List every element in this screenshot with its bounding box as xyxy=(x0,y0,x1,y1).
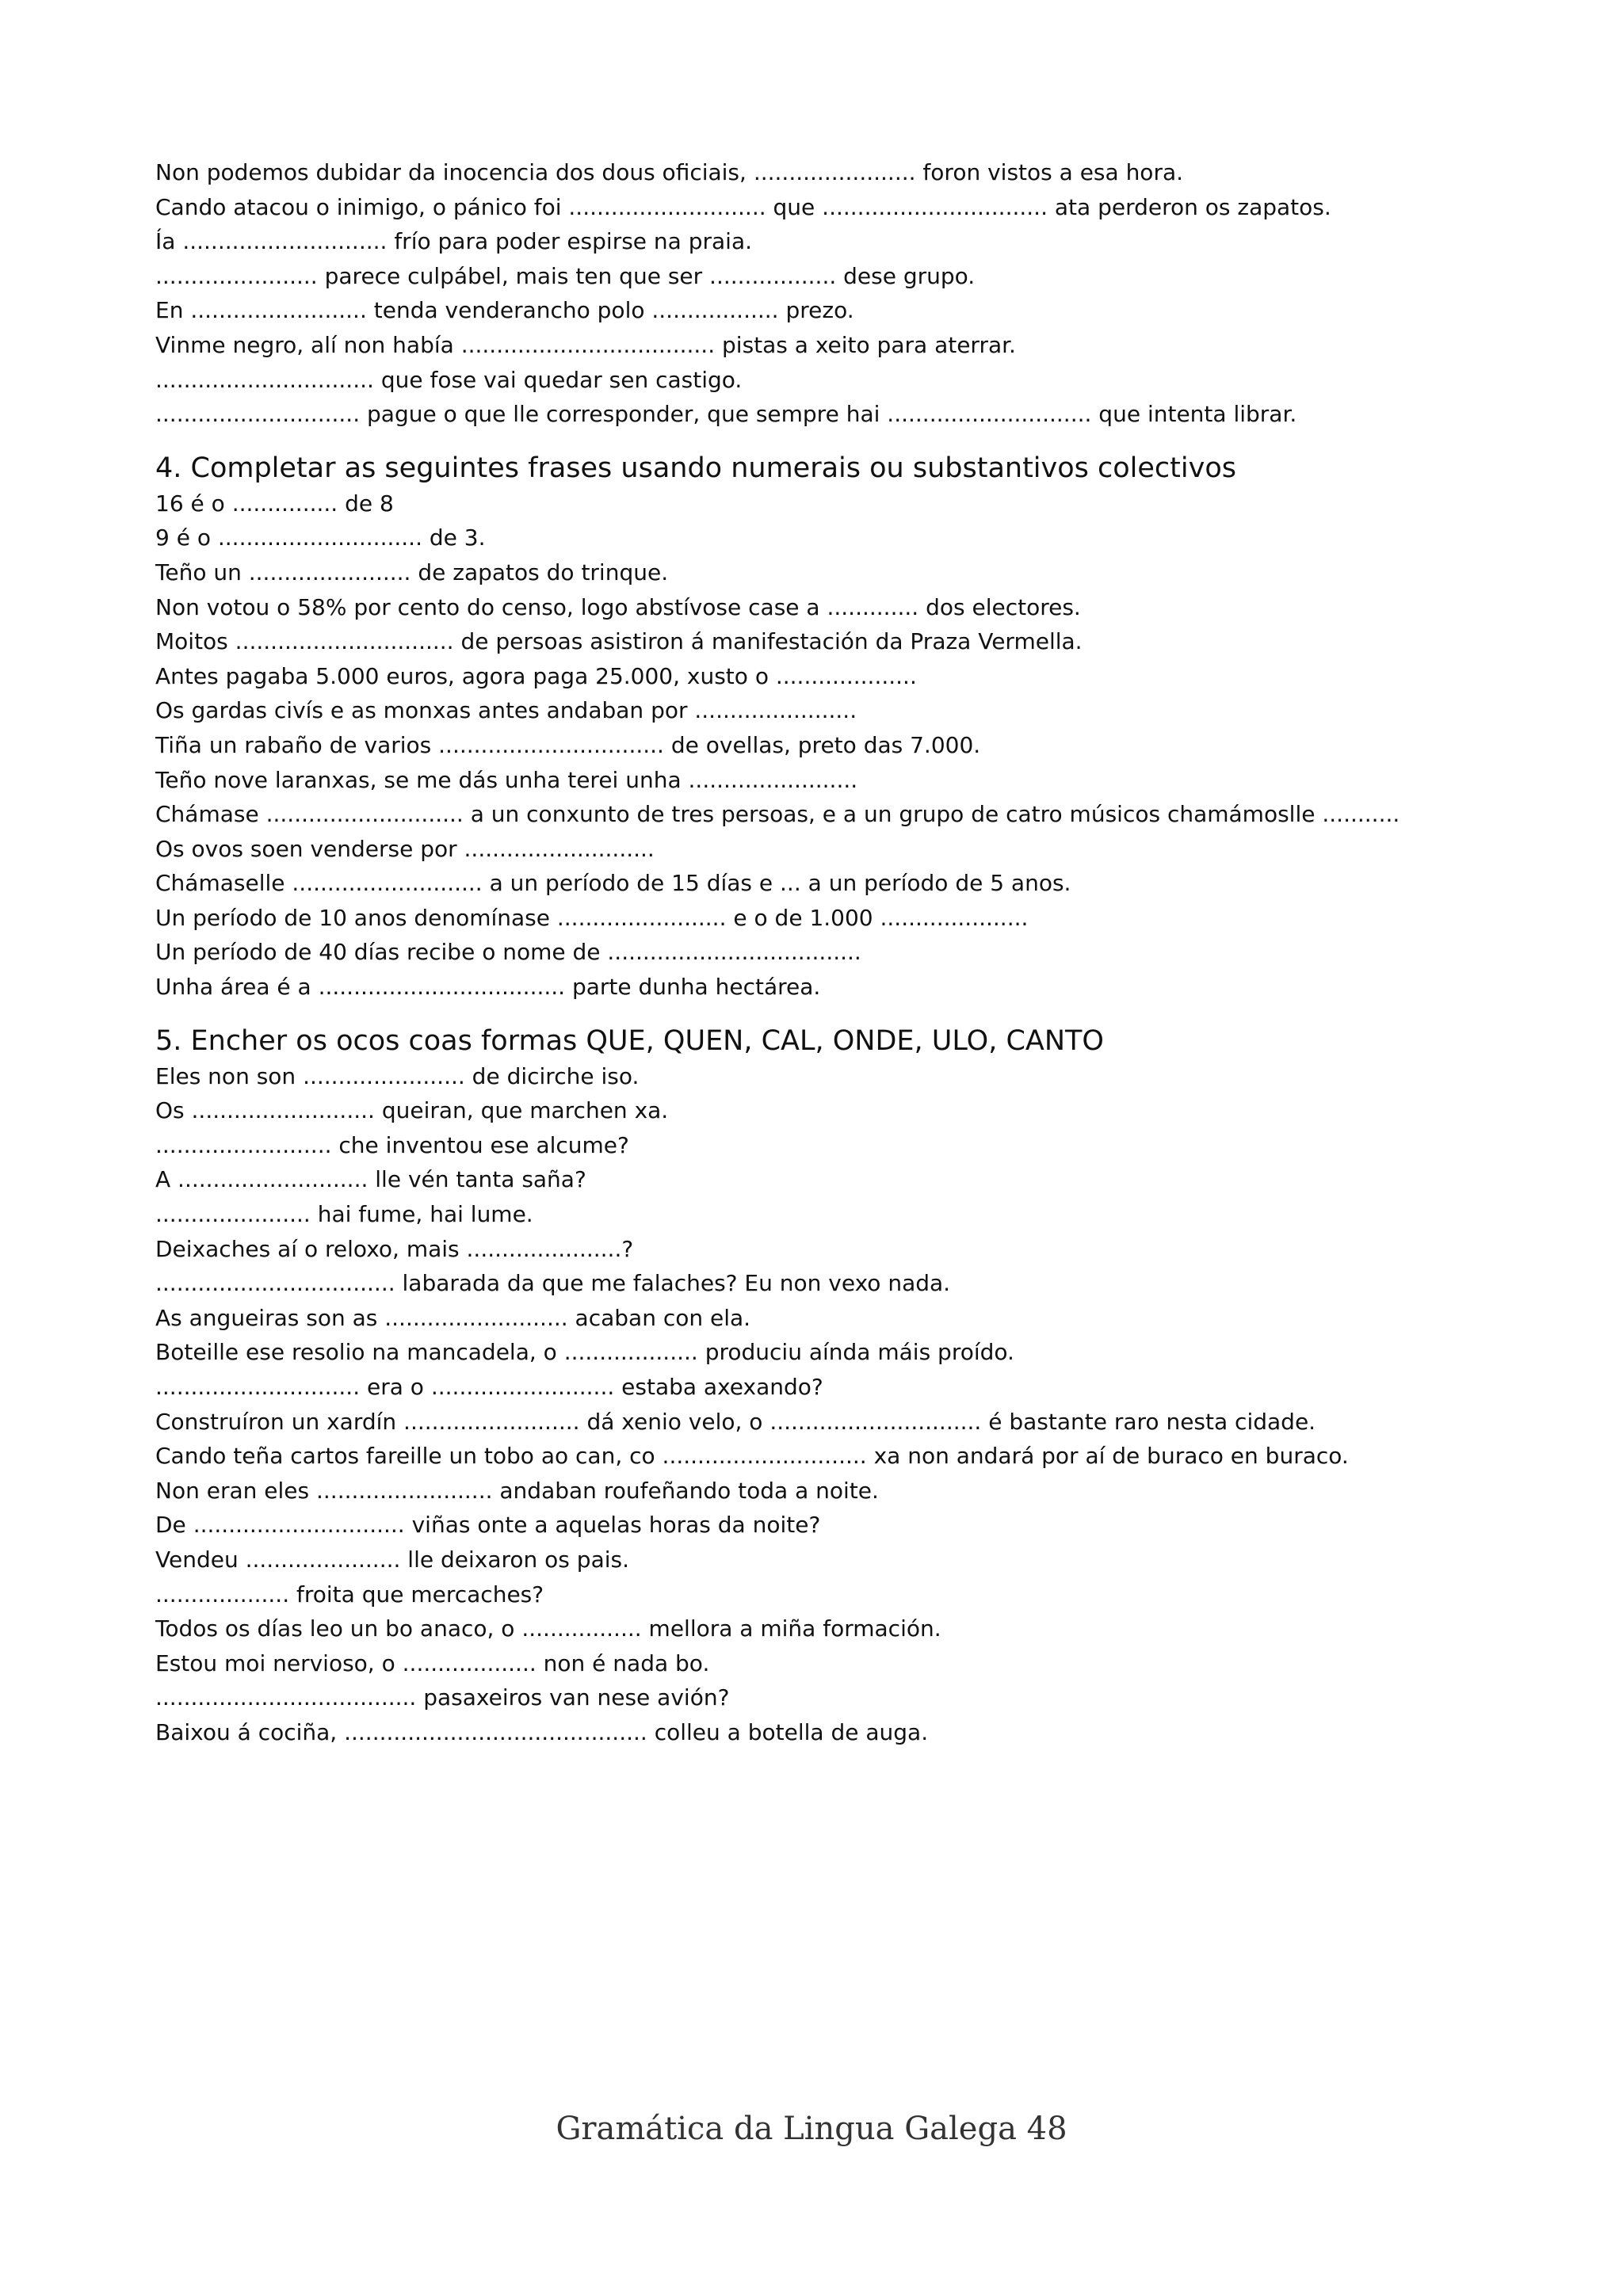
exercise-line: Boteille ese resolio na mancadela, o ................... produciu aínda máis proído. xyxy=(155,1339,1014,1366)
exercise-line: Teño nove laranxas, se me dás unha terei unha ........................ xyxy=(155,766,858,793)
exercise-line: ................... froita que mercaches? xyxy=(155,1581,544,1608)
exercise-line: Eles non son ....................... de dicirche iso. xyxy=(155,1062,640,1089)
exercise-line: Cando teña cartos fareille un tobo ao can, co ............................. xa non andará por aí de buraco en buraco. xyxy=(155,1443,1349,1470)
exercise-line: Unha área é a ................................... parte dunha hectárea. xyxy=(155,974,821,1001)
document-page xyxy=(155,155,1503,1750)
exercise-line: Ía ............................. frío para poder espirse na praia. xyxy=(155,228,753,255)
exercise-line: Chámaselle ........................... a un período de 15 días e ... a un período de 5 anos. xyxy=(155,870,1071,897)
exercise-line: 16 é o ............... de 8 xyxy=(155,490,394,517)
exercise-line: Os ovos soen venderse por ........................... xyxy=(155,835,655,862)
exercise-line: Os .......................... queiran, que marchen xa. xyxy=(155,1097,669,1124)
exercise-line: ............................... que fose vai quedar sen castigo. xyxy=(155,366,743,393)
exercise-line: Cando atacou o inimigo, o pánico foi ............................ que ................................ ata perderon os zapatos. xyxy=(155,193,1331,220)
exercise-line: Vendeu ...................... lle deixaron os pais. xyxy=(155,1546,629,1573)
exercise-line: Moitos ............................... de persoas asistiron á manifestación da Praza Vermella. xyxy=(155,628,1083,655)
exercise-line: Baixou á cociña, ........................................... colleu a botella de auga. xyxy=(155,1718,929,1745)
exercise-line: .................................. labarada da que me falaches? Eu non vexo nada. xyxy=(155,1270,951,1297)
exercise-line: Non podemos dubidar da inocencia dos dous oficiais, ....................... foron vistos a esa hora. xyxy=(155,159,1184,185)
exercise-line: Antes pagaba 5.000 euros, agora paga 25.000, xusto o .................... xyxy=(155,662,917,689)
exercise-line: ..................................... pasaxeiros van nese avión? xyxy=(155,1684,730,1711)
exercise-line: En ......................... tenda venderancho polo .................. prezo. xyxy=(155,297,854,324)
exercise-line: De .............................. viñas onte a aquelas horas da noite? xyxy=(155,1512,821,1539)
exercise-line: Un período de 10 anos denomínase ........................ e o de 1.000 ..................... xyxy=(155,904,1029,931)
exercise-line: ...................... hai fume, hai lume. xyxy=(155,1201,533,1228)
exercise-line: Vinme negro, alí non había .................................... pistas a xeito para aterrar. xyxy=(155,331,1016,358)
exercise-line: Chámase ............................ a un conxunto de tres persoas, e a un grupo de catro músicos chamámoslle ........... xyxy=(155,801,1400,828)
exercise-line: Os gardas civís e as monxas antes andaban por ....................... xyxy=(155,697,857,724)
exercise-line: Estou moi nervioso, o ................... non é nada bo. xyxy=(155,1650,710,1676)
exercise-line: ......................... che inventou ese alcume? xyxy=(155,1131,629,1158)
exercise-line: ............................. pague o que lle corresponder, que sempre hai ............................. que intenta librar. xyxy=(155,401,1297,428)
exercise-line: A ........................... lle vén tanta saña? xyxy=(155,1166,586,1193)
exercise-line: Tiña un rabaño de varios ................................ de ovellas, preto das 7.000. xyxy=(155,731,981,758)
exercise-line: Non votou o 58% por cento do censo, logo abstívose case a ............. dos electores. xyxy=(155,593,1081,620)
section-4-heading: 4. Completar as seguintes frases usando numerais ou substantivos colectivos xyxy=(155,452,1236,484)
exercise-line: Deixaches aí o reloxo, mais ......................? xyxy=(155,1235,634,1262)
section-4 xyxy=(155,450,1503,1005)
exercise-line: As angueiras son as .......................... acaban con ela. xyxy=(155,1304,751,1331)
exercise-line: 9 é o ............................. de 3. xyxy=(155,524,486,551)
exercise-line: Non eran eles ......................... andaban roufeñando toda a noite. xyxy=(155,1477,879,1504)
intro-exercise xyxy=(155,155,1503,432)
section-5 xyxy=(155,1023,1503,1750)
page-footer: Gramática da Lingua Galega 48 xyxy=(556,2111,1067,2147)
exercise-line: ............................. era o .......................... estaba axexando? xyxy=(155,1374,823,1400)
exercise-line: ....................... parece culpábel, mais ten que ser .................. dese grupo. xyxy=(155,262,976,289)
exercise-line: Teño un ....................... de zapatos do trinque. xyxy=(155,559,669,585)
exercise-line: Un período de 40 días recibe o nome de .................................... xyxy=(155,939,861,966)
exercise-line: Todos os días leo un bo anaco, o ................. mellora a miña formación. xyxy=(155,1615,941,1642)
section-5-heading: 5. Encher os ocos coas formas QUE, QUEN, CAL, ONDE, ULO, CANTO xyxy=(155,1024,1104,1057)
exercise-line: Construíron un xardín ......................... dá xenio velo, o .............................. é bastante raro nesta cidade. xyxy=(155,1408,1316,1435)
